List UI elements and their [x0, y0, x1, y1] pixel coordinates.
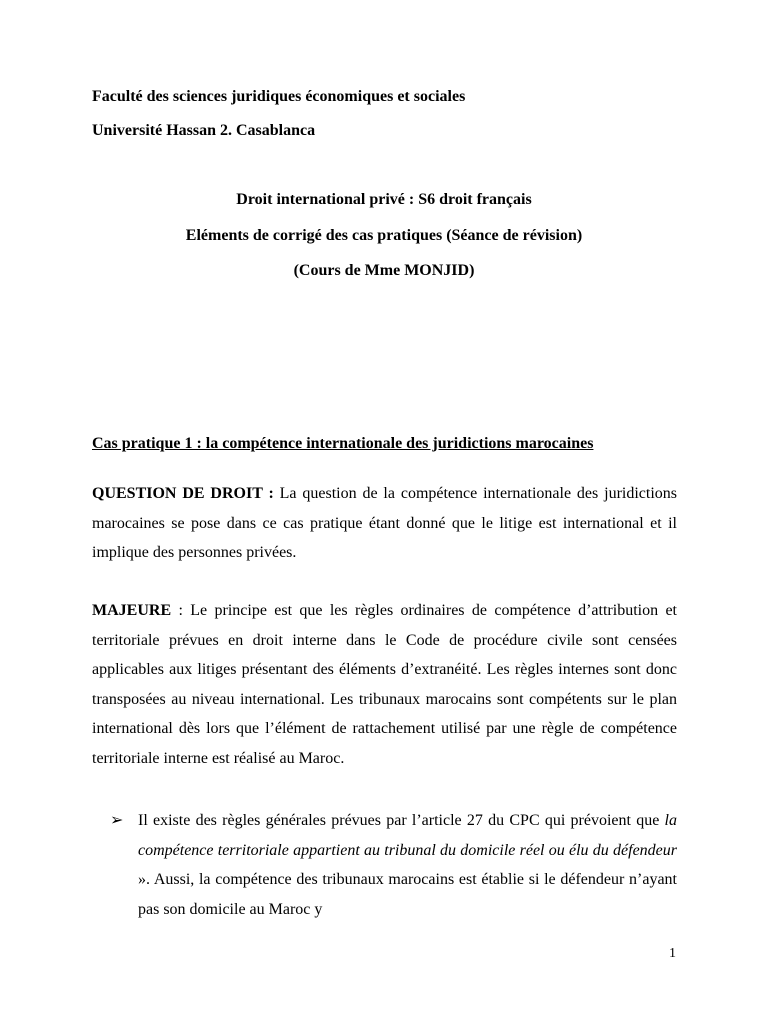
majeure-label: MAJEURE	[92, 602, 172, 619]
bullet-paragraph	[138, 806, 677, 924]
course-title: Droit international privé : S6 droit français	[236, 191, 532, 208]
bullet-text-after: ». Aussi, la compétence des tribunaux marocains est établie si le défendeur n’ayant pas son domicile au Maroc y	[138, 871, 677, 918]
university-name: Université Hassan 2. Casablanca	[92, 122, 316, 139]
faculty-name: Faculté des sciences juridiques économiques et sociales	[92, 88, 466, 105]
course-instructor: (Cours de Mme MONJID)	[293, 262, 475, 279]
majeure-paragraph	[92, 596, 677, 773]
majeure-text: : Le principe est que les règles ordinaires de compétence d’attribution et territoriale prévues en droit interne dans le Code de procédure civile sont censées applicables aux litiges présentant des éléments d’extranéité. Les règles internes sont donc transposées au niveau international. Les tribunaux marocains sont compétents sur le plan international dès lors que l’élément de rattachement utilisé par une règle de compétence territoriale interne est réalisé au Maroc.	[92, 602, 677, 767]
bullet-text-italic: la compétence territoriale appartient au tribunal du domicile réel ou élu du défendeur	[138, 812, 677, 859]
page-number: 1	[669, 946, 676, 961]
arrow-bullet-icon: ➢	[110, 812, 124, 829]
section-heading: Cas pratique 1 : la compétence internationale des juridictions marocaines	[92, 435, 594, 452]
question-paragraph	[92, 479, 677, 568]
bullet-text-before: Il existe des règles générales prévues par l’article 27 du CPC qui prévoient que	[138, 812, 665, 829]
question-text: La question de la compétence internationale des juridictions marocaines se pose dans ce cas pratique étant donné que le litige est international et il implique des personnes privées.	[92, 485, 678, 561]
question-label: QUESTION DE DROIT :	[92, 485, 274, 502]
document-subtitle: Eléments de corrigé des cas pratiques (Séance de révision)	[185, 227, 583, 244]
